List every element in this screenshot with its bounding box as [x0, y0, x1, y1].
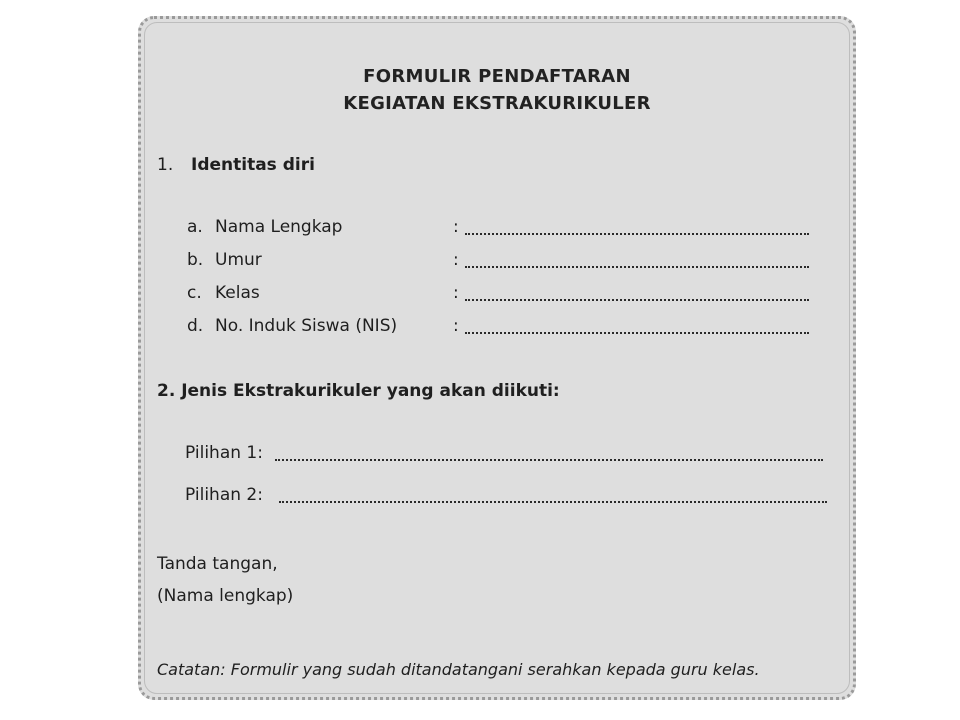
- field-b-letter: b.: [187, 250, 204, 270]
- field-c-letter: c.: [187, 283, 202, 303]
- field-kelas-label: Kelas: [215, 283, 260, 303]
- field-d-letter: d.: [187, 316, 204, 336]
- form-note: Catatan: Formulir yang sudah ditandatangani serahkan kepada guru kelas.: [157, 660, 760, 679]
- pilihan-1-input-line[interactable]: [275, 459, 823, 461]
- section1-number: 1.: [157, 155, 174, 175]
- pilihan-2-input-line[interactable]: [279, 501, 827, 503]
- umur-input-line[interactable]: [465, 266, 809, 268]
- pilihan-1-label: Pilihan 1:: [185, 443, 263, 463]
- section1-heading: Identitas diri: [191, 155, 315, 175]
- form-title-line1: FORMULIR PENDAFTARAN: [363, 66, 631, 87]
- field-c-colon: :: [453, 283, 459, 303]
- full-name-label: (Nama lengkap): [157, 586, 294, 606]
- form-title-line2: KEGIATAN EKSTRAKURIKULER: [343, 93, 651, 114]
- field-umur-label: Umur: [215, 250, 262, 270]
- field-a-colon: :: [453, 217, 459, 237]
- nama-lengkap-input-line[interactable]: [465, 233, 809, 235]
- kelas-input-line[interactable]: [465, 299, 809, 301]
- field-b-colon: :: [453, 250, 459, 270]
- field-a-letter: a.: [187, 217, 203, 237]
- pilihan-2-label: Pilihan 2:: [185, 485, 263, 505]
- signature-label: Tanda tangan,: [157, 554, 278, 574]
- registration-form-card: [138, 16, 856, 700]
- field-nis-label: No. Induk Siswa (NIS): [215, 316, 398, 336]
- field-d-colon: :: [453, 316, 459, 336]
- nis-input-line[interactable]: [465, 332, 809, 334]
- field-nama-lengkap-label: Nama Lengkap: [215, 217, 343, 237]
- section2-heading: 2. Jenis Ekstrakurikuler yang akan diikuti:: [157, 381, 560, 401]
